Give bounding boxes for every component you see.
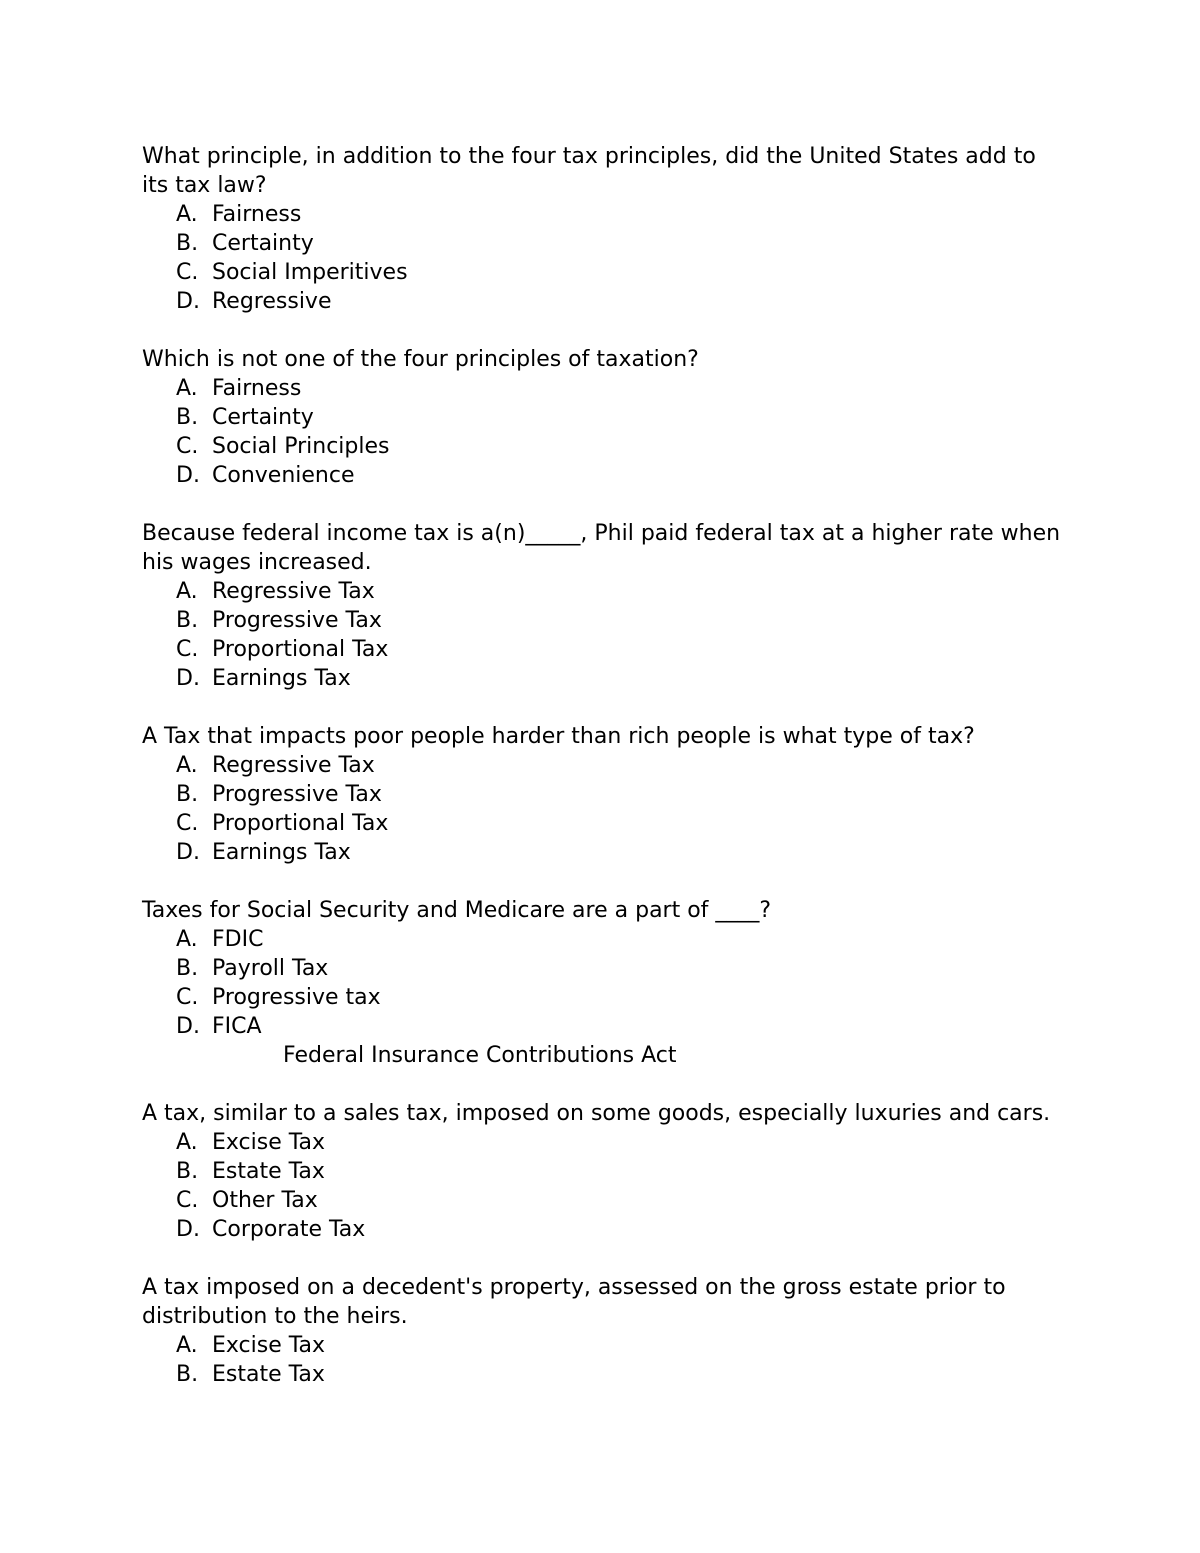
option-letter: B. (176, 1159, 199, 1184)
option-letter: C. (176, 260, 199, 285)
option-letter: C. (176, 985, 199, 1010)
option-letter: D. (176, 463, 200, 488)
option-d (176, 1012, 1062, 1041)
option-d (176, 461, 1062, 490)
option-letter: B. (176, 956, 199, 981)
option-d (176, 287, 1062, 316)
option-d (176, 1215, 1062, 1244)
option-text: Estate Tax (212, 1362, 325, 1387)
option-letter: A. (176, 202, 198, 227)
option-list (142, 751, 1062, 867)
question-text: Which is not one of the four principles of taxation? (142, 347, 699, 372)
option-text: Convenience (212, 463, 355, 488)
option-list (142, 1331, 1062, 1389)
question-text: A Tax that impacts poor people harder than rich people is what type of tax? (142, 724, 975, 749)
option-text: Estate Tax (212, 1159, 325, 1184)
option-letter: C. (176, 637, 199, 662)
option-letter: C. (176, 434, 199, 459)
option-list (142, 925, 1062, 1041)
option-text: Proportional Tax (212, 637, 389, 662)
question-text: Taxes for Social Security and Medicare are a part of ____? (142, 898, 772, 923)
option-text: Certainty (212, 405, 314, 430)
option-b (176, 606, 1062, 635)
option-letter: A. (176, 579, 198, 604)
option-text: Certainty (212, 231, 314, 256)
option-letter: A. (176, 1130, 198, 1155)
option-c (176, 1186, 1062, 1215)
question-text: A tax imposed on a decedent's property, assessed on the gross estate prior to distribution to the heirs. (142, 1275, 1006, 1329)
question-text: A tax, similar to a sales tax, imposed on some goods, especially luxuries and cars. (142, 1101, 1051, 1126)
option-list (142, 1128, 1062, 1244)
option-a (176, 577, 1062, 606)
option-text: Earnings Tax (212, 840, 351, 865)
option-a (176, 925, 1062, 954)
option-b (176, 1157, 1062, 1186)
option-text: Fairness (212, 202, 302, 227)
option-list (142, 374, 1062, 490)
option-text: Proportional Tax (212, 811, 389, 836)
option-a (176, 200, 1062, 229)
option-b (176, 229, 1062, 258)
option-text: Earnings Tax (212, 666, 351, 691)
question-7 (142, 1273, 1062, 1389)
option-letter: C. (176, 1188, 199, 1213)
option-text: Excise Tax (212, 1130, 326, 1155)
option-letter: D. (176, 666, 200, 691)
option-b (176, 403, 1062, 432)
option-letter: D. (176, 840, 200, 865)
question-2 (142, 345, 1062, 490)
option-c (176, 983, 1062, 1012)
option-text: Social Principles (212, 434, 390, 459)
question-5 (142, 896, 1062, 1070)
option-a (176, 751, 1062, 780)
option-c (176, 809, 1062, 838)
option-text: Progressive Tax (212, 782, 382, 807)
option-text: FICA (212, 1014, 262, 1039)
option-letter: C. (176, 811, 199, 836)
option-letter: B. (176, 608, 199, 633)
option-letter: D. (176, 289, 200, 314)
option-letter: B. (176, 782, 199, 807)
option-text: Regressive Tax (212, 579, 375, 604)
question-6 (142, 1099, 1062, 1244)
option-a (176, 374, 1062, 403)
question-text: What principle, in addition to the four tax principles, did the United States add to its tax law? (142, 144, 1036, 198)
option-b (176, 954, 1062, 983)
option-text: Fairness (212, 376, 302, 401)
question-3 (142, 519, 1062, 693)
option-c (176, 432, 1062, 461)
option-list (142, 200, 1062, 316)
option-b (176, 780, 1062, 809)
question-text: Because federal income tax is a(n)_____, Phil paid federal tax at a higher rate when his wages increased. (142, 521, 1061, 575)
option-list (142, 577, 1062, 693)
option-text: Social Imperitives (212, 260, 408, 285)
option-text: Regressive Tax (212, 753, 375, 778)
option-text: Regressive (212, 289, 332, 314)
option-text: Excise Tax (212, 1333, 326, 1358)
option-d (176, 664, 1062, 693)
option-letter: B. (176, 231, 199, 256)
option-d (176, 838, 1062, 867)
option-a (176, 1331, 1062, 1360)
option-text: Corporate Tax (212, 1217, 366, 1242)
option-text: Other Tax (212, 1188, 318, 1213)
option-c (176, 258, 1062, 287)
option-letter: B. (176, 405, 199, 430)
document-page (142, 142, 1062, 1418)
option-c (176, 635, 1062, 664)
option-letter: D. (176, 1217, 200, 1242)
option-text: FDIC (212, 927, 264, 952)
question-1 (142, 142, 1062, 316)
answer-note: Federal Insurance Contributions Act (283, 1043, 677, 1068)
option-letter: A. (176, 1333, 198, 1358)
question-4 (142, 722, 1062, 867)
option-b (176, 1360, 1062, 1389)
option-letter: B. (176, 1362, 199, 1387)
option-text: Payroll Tax (212, 956, 329, 981)
option-letter: A. (176, 927, 198, 952)
option-text: Progressive Tax (212, 608, 382, 633)
option-text: Progressive tax (212, 985, 381, 1010)
option-a (176, 1128, 1062, 1157)
option-letter: D. (176, 1014, 200, 1039)
option-letter: A. (176, 753, 198, 778)
option-letter: A. (176, 376, 198, 401)
